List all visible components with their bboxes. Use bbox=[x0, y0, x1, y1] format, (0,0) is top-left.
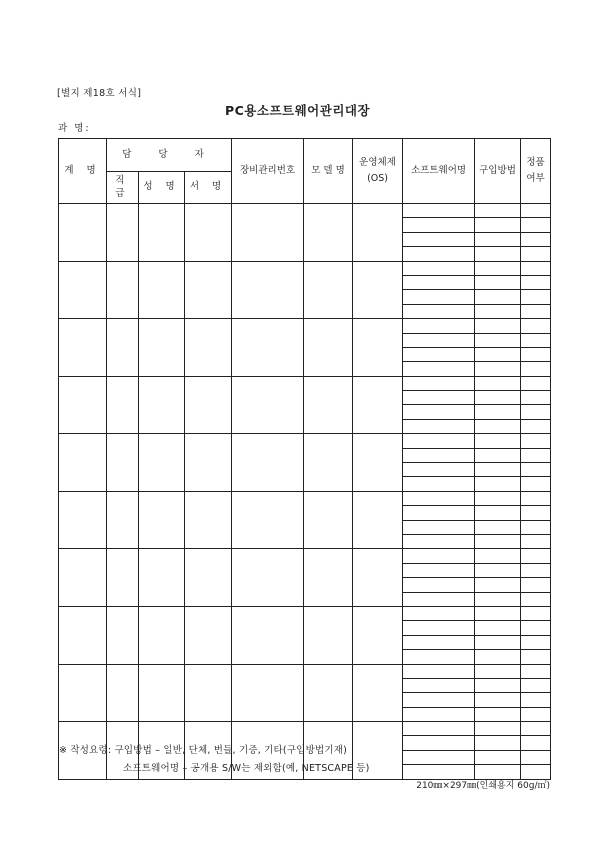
genuine-cell[interactable] bbox=[521, 722, 551, 736]
genuine-cell[interactable] bbox=[521, 275, 551, 289]
genuine-cell[interactable] bbox=[521, 650, 551, 664]
rank-cell[interactable] bbox=[107, 549, 139, 607]
software-cell[interactable] bbox=[403, 520, 475, 534]
genuine-cell[interactable] bbox=[521, 362, 551, 376]
signature-cell[interactable] bbox=[185, 434, 232, 492]
model-cell[interactable] bbox=[304, 319, 353, 377]
software-cell[interactable] bbox=[403, 304, 475, 318]
purchase-method-cell[interactable] bbox=[475, 635, 521, 649]
software-cell[interactable] bbox=[403, 563, 475, 577]
table-row bbox=[59, 722, 551, 736]
os-cell[interactable] bbox=[353, 664, 403, 722]
purchase-method-cell[interactable] bbox=[475, 319, 521, 333]
department-cell[interactable] bbox=[59, 491, 107, 549]
header-rank: 직 급 bbox=[107, 172, 139, 204]
genuine-cell[interactable] bbox=[521, 765, 551, 779]
model-cell[interactable] bbox=[304, 549, 353, 607]
department-cell[interactable] bbox=[59, 376, 107, 434]
software-cell[interactable] bbox=[403, 232, 475, 246]
software-cell[interactable] bbox=[403, 707, 475, 721]
rank-cell[interactable] bbox=[107, 204, 139, 262]
equipment-no-cell[interactable] bbox=[232, 261, 304, 319]
genuine-cell[interactable] bbox=[521, 736, 551, 750]
name-cell[interactable] bbox=[139, 606, 185, 664]
software-cell[interactable] bbox=[403, 693, 475, 707]
os-cell[interactable] bbox=[353, 204, 403, 262]
genuine-cell[interactable] bbox=[521, 247, 551, 261]
form-number: [별지 제18호 서식] bbox=[57, 88, 142, 99]
header-software: 소프트웨어명 bbox=[403, 139, 475, 204]
rank-cell[interactable] bbox=[107, 491, 139, 549]
purchase-method-cell[interactable] bbox=[475, 232, 521, 246]
department-cell[interactable] bbox=[59, 664, 107, 722]
name-cell[interactable] bbox=[139, 261, 185, 319]
software-cell[interactable] bbox=[403, 664, 475, 678]
purchase-method-cell[interactable] bbox=[475, 391, 521, 405]
genuine-cell[interactable] bbox=[521, 534, 551, 548]
note-instructions: ※ 작성요령: 구입방법 – 일반, 단체, 번들, 기증, 기타(구입방법기재) bbox=[59, 745, 348, 756]
software-cell[interactable] bbox=[403, 549, 475, 563]
genuine-cell[interactable] bbox=[521, 477, 551, 491]
genuine-cell[interactable] bbox=[521, 520, 551, 534]
genuine-cell[interactable] bbox=[521, 261, 551, 275]
purchase-method-cell[interactable] bbox=[475, 477, 521, 491]
software-cell[interactable] bbox=[403, 218, 475, 232]
software-cell[interactable] bbox=[403, 419, 475, 433]
equipment-no-cell[interactable] bbox=[232, 606, 304, 664]
purchase-method-cell[interactable] bbox=[475, 376, 521, 390]
software-cell[interactable] bbox=[403, 333, 475, 347]
genuine-cell[interactable] bbox=[521, 549, 551, 563]
table-row bbox=[59, 376, 551, 390]
software-cell[interactable] bbox=[403, 592, 475, 606]
genuine-cell[interactable] bbox=[521, 376, 551, 390]
purchase-method-cell[interactable] bbox=[475, 621, 521, 635]
os-cell[interactable] bbox=[353, 549, 403, 607]
header-name: 성 명 bbox=[139, 172, 185, 204]
genuine-cell[interactable] bbox=[521, 693, 551, 707]
department-cell[interactable] bbox=[59, 434, 107, 492]
name-cell[interactable] bbox=[139, 204, 185, 262]
genuine-cell[interactable] bbox=[521, 304, 551, 318]
header-model: 모 델 명 bbox=[304, 139, 353, 204]
model-cell[interactable] bbox=[304, 491, 353, 549]
department-cell[interactable] bbox=[59, 261, 107, 319]
purchase-method-cell[interactable] bbox=[475, 736, 521, 750]
paper-spec: 210㎜×297㎜(인쇄용지 60g/㎡) bbox=[416, 781, 550, 791]
equipment-no-cell[interactable] bbox=[232, 664, 304, 722]
equipment-no-cell[interactable] bbox=[232, 491, 304, 549]
model-cell[interactable] bbox=[304, 376, 353, 434]
genuine-cell[interactable] bbox=[521, 678, 551, 692]
software-cell[interactable] bbox=[403, 405, 475, 419]
software-cell[interactable] bbox=[403, 606, 475, 620]
software-cell[interactable] bbox=[403, 477, 475, 491]
department-cell[interactable] bbox=[59, 319, 107, 377]
os-cell[interactable] bbox=[353, 434, 403, 492]
genuine-cell[interactable] bbox=[521, 592, 551, 606]
genuine-cell[interactable] bbox=[521, 319, 551, 333]
software-ledger-table bbox=[58, 138, 551, 780]
genuine-cell[interactable] bbox=[521, 347, 551, 361]
model-cell[interactable] bbox=[304, 434, 353, 492]
purchase-method-cell[interactable] bbox=[475, 750, 521, 764]
rank-cell[interactable] bbox=[107, 319, 139, 377]
purchase-method-cell[interactable] bbox=[475, 347, 521, 361]
purchase-method-cell[interactable] bbox=[475, 362, 521, 376]
genuine-cell[interactable] bbox=[521, 506, 551, 520]
department-cell[interactable] bbox=[59, 549, 107, 607]
software-cell[interactable] bbox=[403, 362, 475, 376]
table-row bbox=[59, 549, 551, 563]
purchase-method-cell[interactable] bbox=[475, 419, 521, 433]
equipment-no-cell[interactable] bbox=[232, 376, 304, 434]
name-cell[interactable] bbox=[139, 376, 185, 434]
software-cell[interactable] bbox=[403, 736, 475, 750]
document-title: PC용소프트웨어관리대장 bbox=[224, 103, 371, 118]
genuine-cell[interactable] bbox=[521, 333, 551, 347]
note-software-exclusion: 소프트웨어명 – 공개용 S/W는 제외함(예, NETSCAPE 등) bbox=[123, 763, 370, 774]
header-os-line2: (OS) bbox=[367, 173, 388, 184]
genuine-cell[interactable] bbox=[521, 419, 551, 433]
purchase-method-cell[interactable] bbox=[475, 563, 521, 577]
genuine-cell[interactable] bbox=[521, 290, 551, 304]
os-cell[interactable] bbox=[353, 261, 403, 319]
header-genuine bbox=[521, 139, 551, 204]
software-cell[interactable] bbox=[403, 376, 475, 390]
software-cell[interactable] bbox=[403, 247, 475, 261]
purchase-method-cell[interactable] bbox=[475, 664, 521, 678]
header-purchase-method: 구입방법 bbox=[475, 139, 521, 204]
purchase-method-cell[interactable] bbox=[475, 405, 521, 419]
software-cell[interactable] bbox=[403, 678, 475, 692]
name-cell[interactable] bbox=[139, 434, 185, 492]
department-cell[interactable] bbox=[59, 606, 107, 664]
os-cell[interactable] bbox=[353, 606, 403, 664]
purchase-method-cell[interactable] bbox=[475, 592, 521, 606]
genuine-cell[interactable] bbox=[521, 391, 551, 405]
ledger-body bbox=[59, 204, 551, 780]
software-cell[interactable] bbox=[403, 506, 475, 520]
name-cell[interactable] bbox=[139, 549, 185, 607]
table-row bbox=[59, 319, 551, 333]
equipment-no-cell[interactable] bbox=[232, 319, 304, 377]
software-cell[interactable] bbox=[403, 391, 475, 405]
genuine-cell[interactable] bbox=[521, 621, 551, 635]
genuine-cell[interactable] bbox=[521, 635, 551, 649]
purchase-method-cell[interactable] bbox=[475, 261, 521, 275]
equipment-no-cell[interactable] bbox=[232, 434, 304, 492]
software-cell[interactable] bbox=[403, 722, 475, 736]
rank-cell[interactable] bbox=[107, 376, 139, 434]
genuine-cell[interactable] bbox=[521, 405, 551, 419]
model-cell[interactable] bbox=[304, 606, 353, 664]
purchase-method-cell[interactable] bbox=[475, 520, 521, 534]
genuine-cell[interactable] bbox=[521, 664, 551, 678]
header-genuine-line2: 여부 bbox=[526, 173, 545, 184]
department-cell[interactable] bbox=[59, 204, 107, 262]
os-cell[interactable] bbox=[353, 376, 403, 434]
signature-cell[interactable] bbox=[185, 491, 232, 549]
purchase-method-cell[interactable] bbox=[475, 491, 521, 505]
software-cell[interactable] bbox=[403, 434, 475, 448]
software-cell[interactable] bbox=[403, 319, 475, 333]
purchase-method-cell[interactable] bbox=[475, 304, 521, 318]
software-cell[interactable] bbox=[403, 534, 475, 548]
table-row bbox=[59, 664, 551, 678]
model-cell[interactable] bbox=[304, 664, 353, 722]
equipment-no-cell[interactable] bbox=[232, 549, 304, 607]
purchase-method-cell[interactable] bbox=[475, 434, 521, 448]
genuine-cell[interactable] bbox=[521, 750, 551, 764]
table-row bbox=[59, 606, 551, 620]
model-cell[interactable] bbox=[304, 261, 353, 319]
software-cell[interactable] bbox=[403, 578, 475, 592]
header-department: 계 명 bbox=[59, 139, 107, 204]
table-row bbox=[59, 434, 551, 448]
software-cell[interactable] bbox=[403, 275, 475, 289]
department-label: 과 명: bbox=[58, 123, 91, 134]
purchase-method-cell[interactable] bbox=[475, 534, 521, 548]
os-cell[interactable] bbox=[353, 319, 403, 377]
purchase-method-cell[interactable] bbox=[475, 606, 521, 620]
genuine-cell[interactable] bbox=[521, 606, 551, 620]
purchase-method-cell[interactable] bbox=[475, 578, 521, 592]
rank-cell[interactable] bbox=[107, 261, 139, 319]
software-cell[interactable] bbox=[403, 347, 475, 361]
header-os bbox=[353, 139, 403, 204]
purchase-method-cell[interactable] bbox=[475, 506, 521, 520]
header-signature: 서 명 bbox=[185, 172, 232, 204]
name-cell[interactable] bbox=[139, 319, 185, 377]
signature-cell[interactable] bbox=[185, 664, 232, 722]
name-cell[interactable] bbox=[139, 664, 185, 722]
header-person-in-charge: 담 당 자 bbox=[107, 139, 232, 172]
header-row-1 bbox=[59, 139, 551, 172]
purchase-method-cell[interactable] bbox=[475, 218, 521, 232]
genuine-cell[interactable] bbox=[521, 218, 551, 232]
genuine-cell[interactable] bbox=[521, 434, 551, 448]
signature-cell[interactable] bbox=[185, 606, 232, 664]
header-genuine-line1: 정품 bbox=[526, 156, 545, 168]
genuine-cell[interactable] bbox=[521, 204, 551, 218]
purchase-method-cell[interactable] bbox=[475, 549, 521, 563]
purchase-method-cell[interactable] bbox=[475, 247, 521, 261]
genuine-cell[interactable] bbox=[521, 563, 551, 577]
purchase-method-cell[interactable] bbox=[475, 275, 521, 289]
table-row bbox=[59, 204, 551, 218]
signature-cell[interactable] bbox=[185, 376, 232, 434]
purchase-method-cell[interactable] bbox=[475, 448, 521, 462]
software-cell[interactable] bbox=[403, 204, 475, 218]
rank-cell[interactable] bbox=[107, 664, 139, 722]
purchase-method-cell[interactable] bbox=[475, 693, 521, 707]
rank-cell[interactable] bbox=[107, 434, 139, 492]
software-cell[interactable] bbox=[403, 635, 475, 649]
equipment-no-cell[interactable] bbox=[232, 204, 304, 262]
genuine-cell[interactable] bbox=[521, 463, 551, 477]
header-os-line1: 운영체제 bbox=[359, 156, 396, 168]
purchase-method-cell[interactable] bbox=[475, 204, 521, 218]
software-cell[interactable] bbox=[403, 463, 475, 477]
genuine-cell[interactable] bbox=[521, 491, 551, 505]
os-cell[interactable] bbox=[353, 491, 403, 549]
software-cell[interactable] bbox=[403, 621, 475, 635]
software-cell[interactable] bbox=[403, 290, 475, 304]
purchase-method-cell[interactable] bbox=[475, 678, 521, 692]
purchase-method-cell[interactable] bbox=[475, 650, 521, 664]
software-cell[interactable] bbox=[403, 448, 475, 462]
purchase-method-cell[interactable] bbox=[475, 463, 521, 477]
signature-cell[interactable] bbox=[185, 204, 232, 262]
software-cell[interactable] bbox=[403, 765, 475, 779]
software-cell[interactable] bbox=[403, 750, 475, 764]
name-cell[interactable] bbox=[139, 491, 185, 549]
table-row bbox=[59, 491, 551, 505]
genuine-cell[interactable] bbox=[521, 578, 551, 592]
signature-cell[interactable] bbox=[185, 261, 232, 319]
model-cell[interactable] bbox=[304, 204, 353, 262]
genuine-cell[interactable] bbox=[521, 707, 551, 721]
rank-cell[interactable] bbox=[107, 606, 139, 664]
software-cell[interactable] bbox=[403, 261, 475, 275]
software-cell[interactable] bbox=[403, 491, 475, 505]
header-equipment-no: 장비관리번호 bbox=[232, 139, 304, 204]
genuine-cell[interactable] bbox=[521, 232, 551, 246]
signature-cell[interactable] bbox=[185, 549, 232, 607]
purchase-method-cell[interactable] bbox=[475, 707, 521, 721]
purchase-method-cell[interactable] bbox=[475, 722, 521, 736]
purchase-method-cell[interactable] bbox=[475, 290, 521, 304]
purchase-method-cell[interactable] bbox=[475, 765, 521, 779]
purchase-method-cell[interactable] bbox=[475, 333, 521, 347]
genuine-cell[interactable] bbox=[521, 448, 551, 462]
software-cell[interactable] bbox=[403, 650, 475, 664]
signature-cell[interactable] bbox=[185, 319, 232, 377]
table-row bbox=[59, 261, 551, 275]
